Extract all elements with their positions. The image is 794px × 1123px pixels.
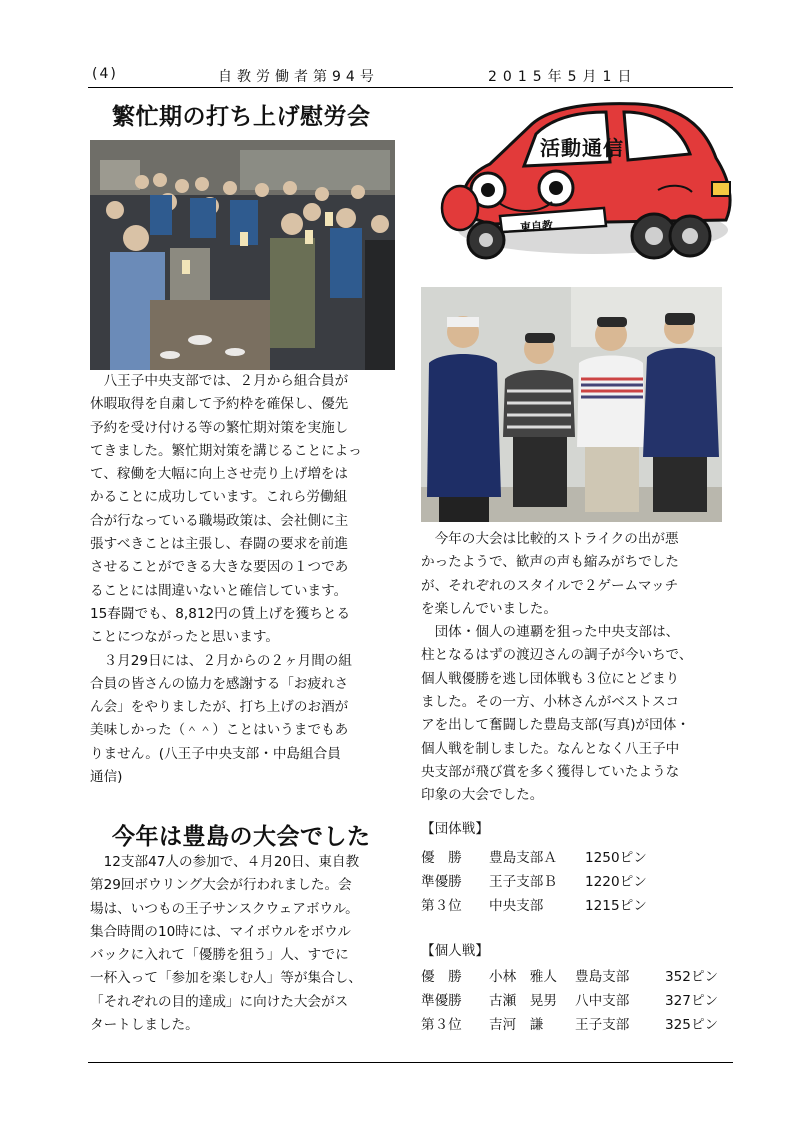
rank-cell: 第３位	[421, 1017, 462, 1033]
text-line: 集合時間の10時には、マイボウルをボウル	[90, 923, 351, 940]
text-line: タートしました。	[90, 1017, 199, 1034]
article-body-party	[90, 370, 410, 789]
article-body-bowling-right	[421, 528, 741, 808]
rank-cell: 優 勝	[421, 969, 462, 985]
text-line: 第29回ボウリング大会が行われました。会	[90, 877, 352, 894]
text-line: ことにつながったと思います。	[90, 629, 279, 646]
table-row	[421, 963, 718, 987]
branch-cell: 王子支部Ｂ	[489, 874, 557, 890]
text-line: アを出して奮闘した豊島支部(写真)が団体・	[421, 717, 690, 734]
score-cell: 327ピン	[665, 993, 719, 1009]
text-line: ることには間違いないと確信しています。	[90, 582, 348, 599]
article-title-party: 繁忙期の打ち上げ慰労会	[112, 103, 371, 130]
car-logo	[428, 98, 743, 273]
footer-rule	[88, 1062, 733, 1063]
branch-cell: 豊島支部	[575, 969, 630, 985]
text-line: 15春闘でも、8,812円の賃上げを獲ちとる	[90, 605, 351, 622]
rank-cell: 優 勝	[421, 850, 462, 866]
text-line: バックに入れて「優勝を狙う」人、すでに	[90, 947, 349, 964]
text-line: 八王子中央支部では、２月から組合員が	[90, 373, 349, 389]
text-line: 通信)	[90, 769, 123, 786]
table-row	[421, 987, 718, 1011]
text-line: 「それぞれの目的達成」に向けた大会がス	[90, 993, 349, 1010]
winning-team-photo	[421, 287, 722, 522]
header-rule	[88, 87, 733, 88]
article-body-bowling-left	[90, 851, 410, 1037]
text-line: て、稼働を大幅に向上させ売り上げ増をは	[90, 466, 349, 483]
text-line: 印象の大会でした。	[421, 787, 544, 804]
branch-cell: 豊島支部Ａ	[489, 850, 557, 866]
text-line: 美味しかった（＾＾）ことはいうまでもあ	[90, 722, 349, 739]
text-line: させることができる大きな要因の１つであ	[90, 559, 349, 576]
team-results-table	[421, 844, 647, 916]
text-line: 柱となるはずの渡辺さんの調子が今いちで、	[421, 647, 693, 664]
table-row	[421, 1011, 718, 1035]
page-number: (4)	[92, 66, 118, 82]
text-line: りません。(八王子中央支部・中島組合員	[90, 745, 341, 762]
text-line: 央支部が飛び賞を多く獲得していたような	[421, 763, 680, 780]
text-line: かったようで、歓声の声も縮みがちでした	[421, 554, 679, 571]
rank-cell: 準優勝	[421, 993, 462, 1009]
branch-cell: 中央支部	[489, 898, 544, 914]
text-line: 張すべきことは主張し、春闘の要求を前進	[90, 536, 349, 553]
branch-cell: 王子支部	[575, 1017, 630, 1033]
individual-results-table	[421, 963, 718, 1035]
text-line: 一杯入って「参加を楽しむ人」等が集合し、	[90, 970, 362, 987]
table-row	[421, 844, 647, 868]
article-title-bowling: 今年は豊島の大会でした	[112, 823, 371, 850]
publication-issue: 自教労働者第94号	[218, 69, 379, 85]
name-cell: 古瀬 晃男	[489, 993, 557, 1009]
text-line: 個人戦を制しました。なんとなく八王子中	[421, 740, 680, 757]
text-line: 予約を受け付ける等の繁忙期対策を実施し	[90, 419, 349, 436]
name-cell: 吉河 謙	[489, 1017, 544, 1033]
score-cell: 1220ピン	[585, 874, 647, 890]
table-row	[421, 892, 647, 916]
logo-banner-text: 活動通信	[540, 136, 624, 160]
text-line: 合が行なっている職場政策は、会社側に主	[90, 512, 349, 529]
party-photo	[90, 140, 395, 370]
text-line: かることに成功しています。これら労働組	[90, 489, 348, 506]
score-cell: 352ピン	[665, 969, 719, 985]
text-line: てきました。繁忙期対策を講じることによっ	[90, 442, 362, 459]
text-line: ました。その一方、小林さんがベストスコ	[421, 694, 680, 711]
score-cell: 1250ピン	[585, 850, 647, 866]
individual-results-heading: 【個人戦】	[421, 943, 489, 959]
text-line: 個人戦優勝を逃し団体戦も３位にとどまり	[421, 670, 680, 687]
rank-cell: 第３位	[421, 898, 462, 914]
issue-date: 2015年5月1日	[488, 69, 638, 85]
score-cell: 325ピン	[665, 1017, 719, 1033]
team-results-heading: 【団体戦】	[421, 821, 489, 837]
branch-cell: 八中支部	[575, 993, 630, 1009]
text-line: ん会」をやりましたが、打ち上げのお酒が	[90, 699, 349, 716]
text-line: 合員の皆さんの協力を感謝する「お疲れさ	[90, 675, 349, 692]
table-row	[421, 868, 647, 892]
text-line: 団体・個人の連覇を狙った中央支部は、	[421, 624, 680, 641]
text-line: ３月29日には、２月からの２ヶ月間の組	[90, 652, 352, 669]
text-line: 今年の大会は比較的ストライクの出が悪	[421, 531, 679, 547]
score-cell: 1215ピン	[585, 898, 647, 914]
text-line: 休暇取得を自粛して予約枠を確保し、優先	[90, 396, 349, 413]
logo-plate-text: 東自教	[519, 218, 554, 235]
text-line: を楽しんでいました。	[421, 600, 557, 617]
rank-cell: 準優勝	[421, 874, 462, 890]
text-line: 場は、いつもの王子サンスクウェアボウル。	[90, 900, 359, 917]
text-line: が、それぞれのスタイルで２ゲームマッチ	[421, 577, 679, 594]
text-line: 12支部47人の参加で、４月20日、東自教	[90, 854, 360, 870]
name-cell: 小林 雅人	[489, 969, 557, 985]
